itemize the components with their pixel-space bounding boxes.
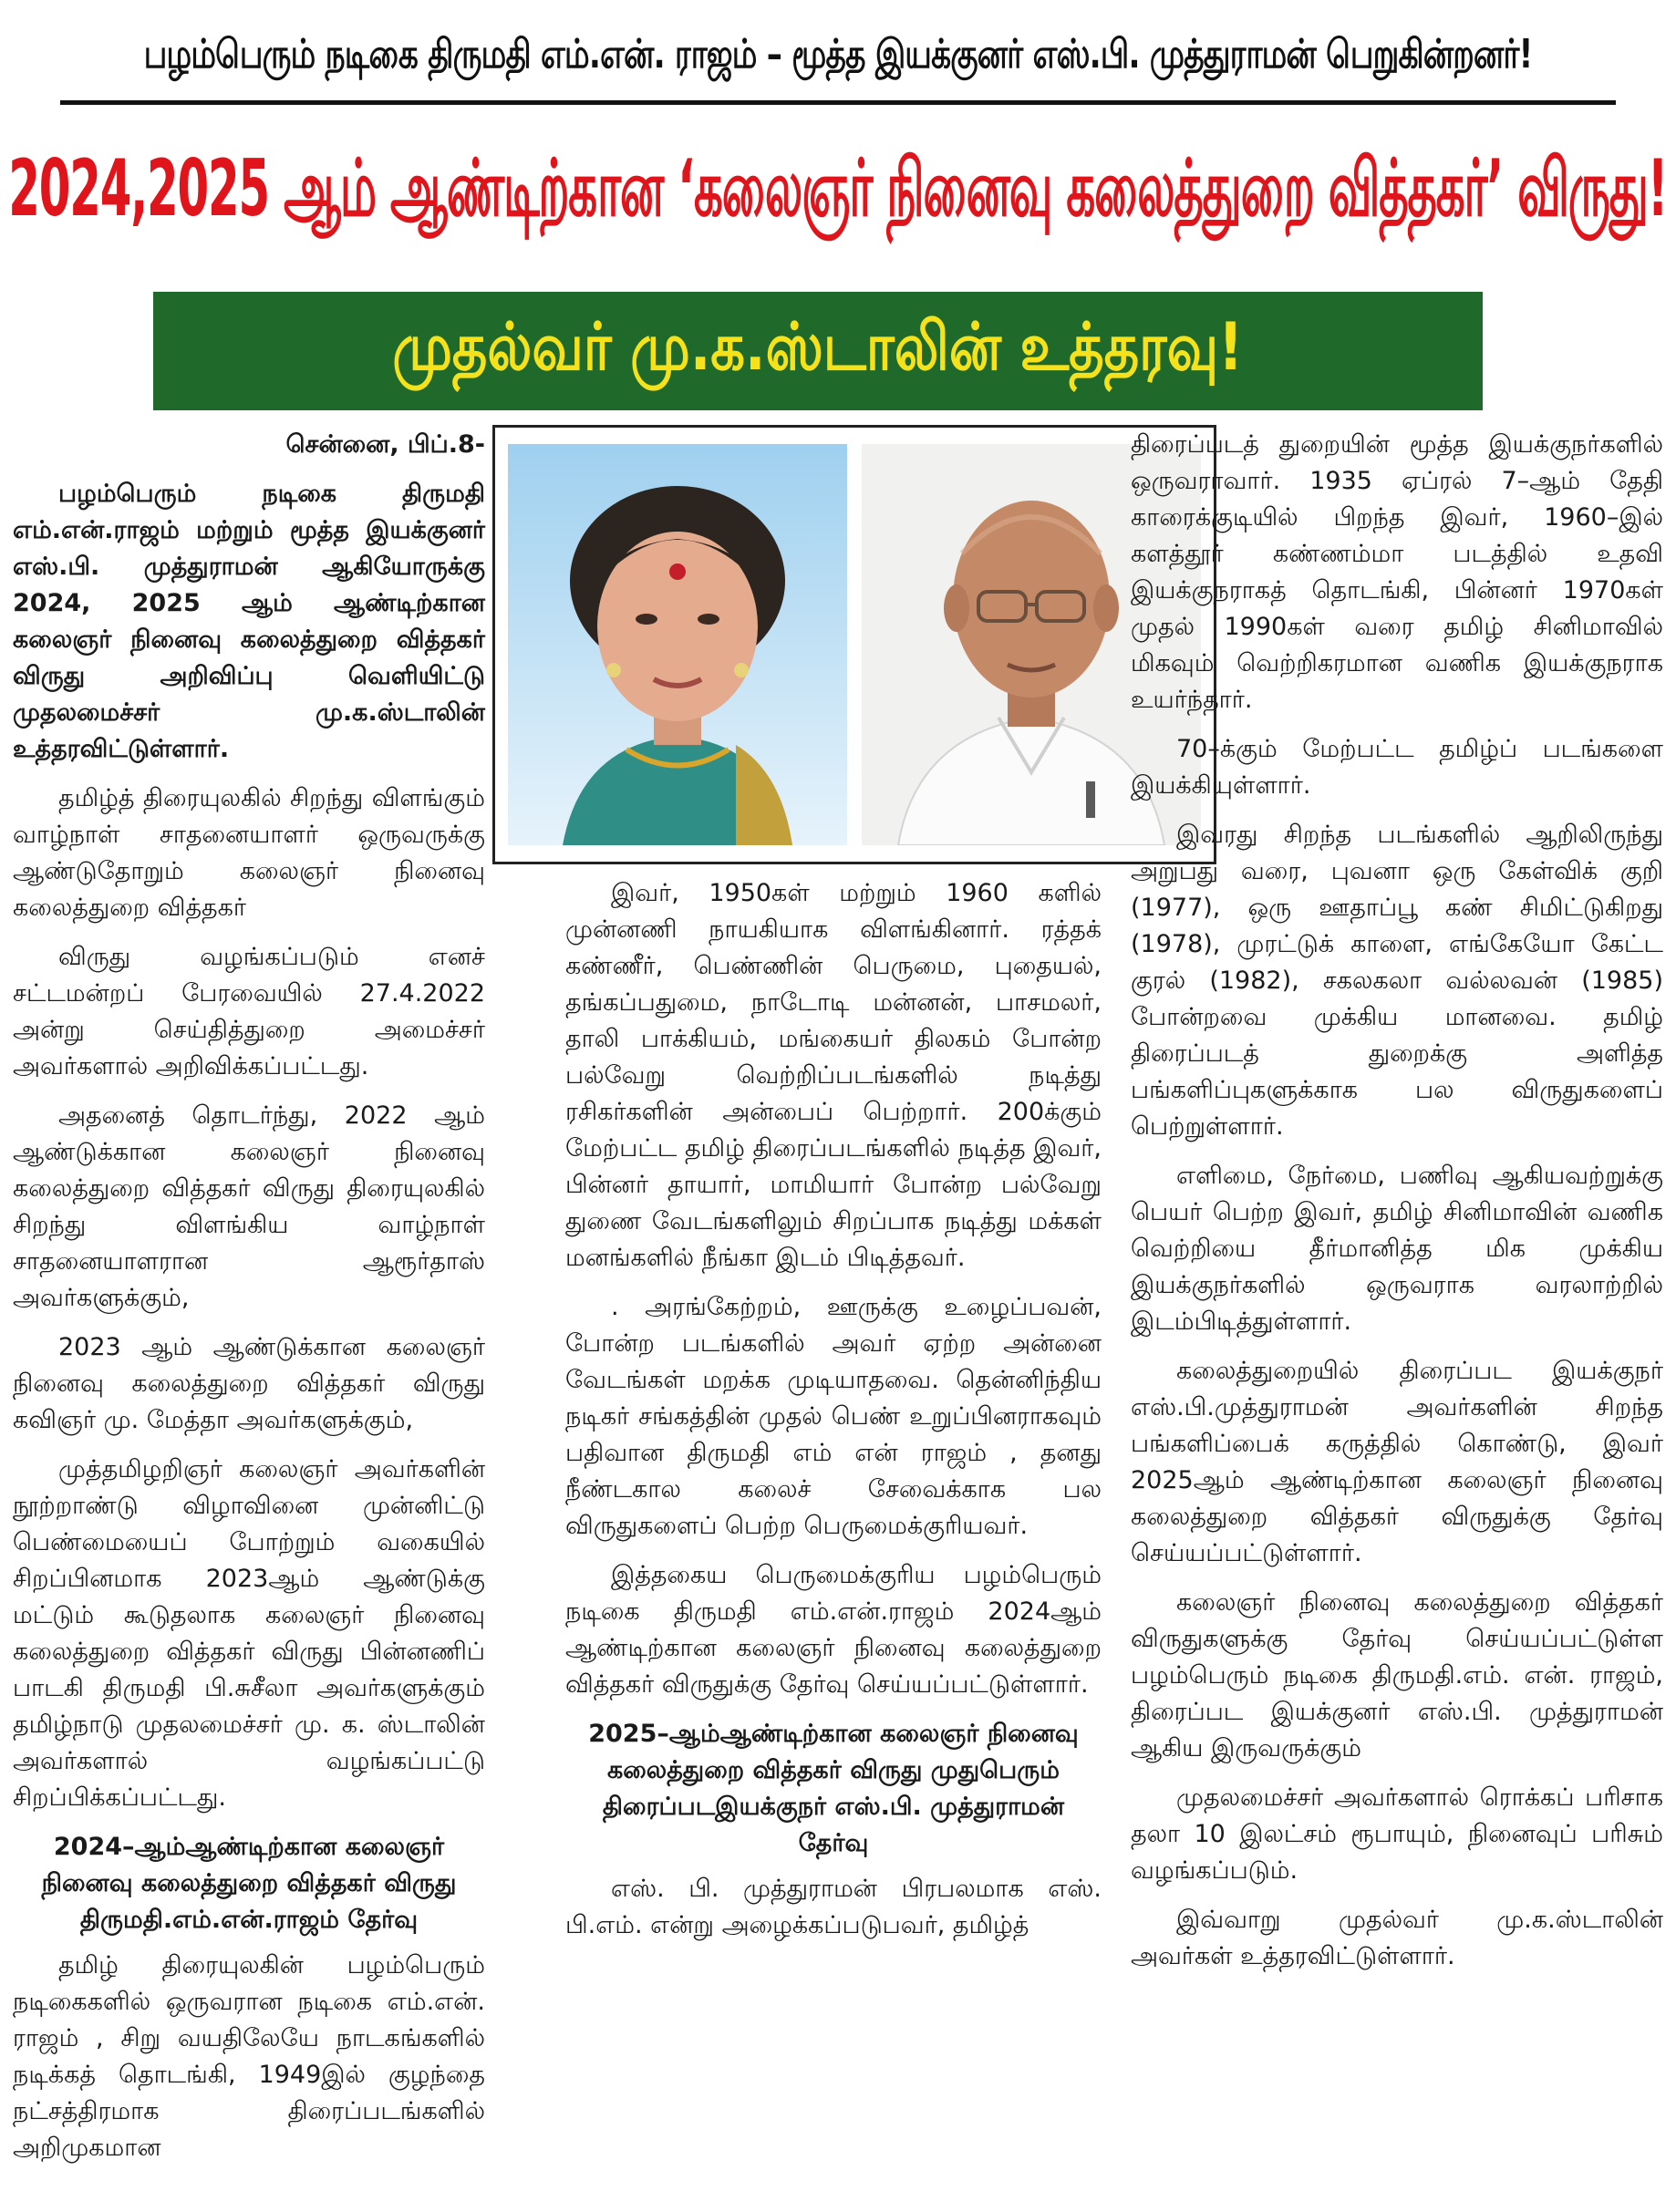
paragraph: திரைப்படத் துறையின் மூத்த இயக்குநர்களில் ஒருவராவார். 1935 ஏப்ரல் 7–ஆம் தேதி காரைக்குடியில் பிறந்த இவர், 1960–இல் களத்தூர் கண்ணம்மா படத்தில் உதவி இயக்குநராகத் தொடங்கி, பின்னர் 1970கள் முதல் 1990கள் வரை தமிழ் சினிமாவில் மிகவும் வெற்றிகரமான வணிக இயக்குநராக உயர்ந்தார். bbox=[1131, 430, 1663, 714]
paragraph: தமிழ்த் திரையுலகில் சிறந்து விளங்கும் வாழ்நாள் சாதனையாளர் ஒருவருக்கு ஆண்டுதோறும் கலைஞர் நினைவு கலைத்துறை வித்தகர் bbox=[13, 784, 485, 922]
paragraph: இவ்வாறு முதல்வர் மு.க.ஸ்டாலின் அவர்கள் உத்தரவிட்டுள்ளார். bbox=[1131, 1906, 1663, 1970]
article-column-2 bbox=[565, 875, 1102, 1957]
paragraph: கலைஞர் நினைவு கலைத்துறை வித்தகர் விருதுகளுக்கு தேர்வு செய்யப்பட்டுள்ள பழம்பெரும் நடிகை திருமதி.எம். என். ராஜம், திரைப்பட இயக்குனர் எஸ்.பி. முத்துராமன் ஆகிய இருவருக்கும் bbox=[1131, 1588, 1663, 1762]
paragraph: இத்தகைய பெருமைக்குரிய பழம்பெரும் நடிகை திருமதி எம்.என்.ராஜம் 2024ஆம் ஆண்டிற்கான கலைஞர் நினைவு கலைத்துறை வித்தகர் விருதுக்கு தேர்வு செய்யப்பட்டுள்ளார். bbox=[565, 1561, 1102, 1699]
paragraph: எஸ். பி. முத்துராமன் பிரபலமாக எஸ். பி.எம். என்று அழைக்கப்படுபவர், தமிழ்த் bbox=[565, 1875, 1102, 1939]
photo-frame bbox=[492, 425, 1216, 864]
paragraph: தமிழ் திரையுலகின் பழம்பெரும் நடிகைகளில் ஒருவரான நடிகை எம்.என். ராஜம் , சிறு வயதிலேயே நாடகங்களில் நடிக்கத் தொடங்கி, 1949இல் குழந்தை நட்சத்திரமாக திரைப்படங்களில் அறிமுகமான bbox=[13, 1951, 485, 2162]
main-headline bbox=[0, 120, 1676, 266]
paragraph: முத்தமிழறிஞர் கலைஞர் அவர்களின் நூற்றாண்டு விழாவினை முன்னிட்டு பெண்மையைப் போற்றும் வகையில் சிறப்பினமாக 2023ஆம் ஆண்டுக்கு மட்டும் கூடுதலாக கலைஞர் நினைவு கலைத்துறை வித்தகர் விருது பின்னணிப் பாடகி திருமதி பி.சுசீலா அவர்களுக்கும் தமிழ்நாடு முதலமைச்சர் மு. க. ஸ்டாலின் அவர்களால் வழங்கப்பட்டு சிறப்பிக்கப்பட்டது. bbox=[13, 1455, 485, 1812]
paragraph: இவர், 1950கள் மற்றும் 1960 களில் முன்னணி நாயகியாக விளங்கினார். ரத்தக் கண்ணீர், பெண்ணின் பெருமை, புதையல், தங்கப்பதுமை, நாடோடி மன்னன், பாசமலர், தாலி பாக்கியம், மங்கையர் திலகம் போன்ற பல்வேறு வெற்றிப்படங்களில் நடித்து ரசிகர்களின் அன்பைப் பெற்றார். 200க்கும் மேற்பட்ட தமிழ் திரைப்படங்களில் நடித்த இவர், பின்னர் தாயார், மாமியார் போன்ற பல்வேறு துணை வேடங்களிலும் சிறப்பாக நடித்து மக்கள் மனங்களில் நீங்கா இடம் பிடித்தவர். bbox=[565, 879, 1102, 1272]
article-column-3 bbox=[1131, 427, 1663, 1988]
subheading-2024: 2024–ஆம்ஆண்டிற்கான கலைஞர் நினைவு கலைத்துறை வித்தகர் விருது திருமதி.எம்.என்.ராஜம் தேர்வு bbox=[41, 1833, 457, 1934]
paragraph: எளிமை, நேர்மை, பணிவு ஆகியவற்றுக்கு பெயர் பெற்ற இவர், தமிழ் சினிமாவின் வணிக வெற்றியை தீர்மானித்த மிக முக்கிய இயக்குநர்களில் ஒருவராக வரலாற்றில் இடம்பிடித்துள்ளார். bbox=[1131, 1162, 1663, 1336]
main-headline-text: 2024,2025 ஆம் ஆண்டிற்கான ‘கலைஞர் நினைவு கலைத்துறை வித்தகர்’ விருது! bbox=[8, 142, 1668, 234]
lead-paragraph: பழம்பெரும் நடிகை திருமதி எம்.என்.ராஜம் மற்றும் மூத்த இயக்குனர் எஸ்.பி. முத்துராமன் ஆகியோருக்கு 2024, 2025 ஆம் ஆண்டிற்கான கலைஞர் நினைவு கலைத்துறை வித்தகர் விருது அறிவிப்பு வெளியிட்டு முதலமைச்சர் மு.க.ஸ்டாலின் உத்தரவிட்டுள்ளார். bbox=[13, 480, 485, 763]
paragraph: விருது வழங்கப்படும் எனச் சட்டமன்றப் பேரவையில் 27.4.2022 அன்று செய்தித்துறை அமைச்சர் அவர்களால் அறிவிக்கப்பட்டது. bbox=[13, 943, 485, 1080]
dateline: சென்னை, பிப்.8- bbox=[285, 430, 485, 459]
paragraph: இவரது சிறந்த படங்களில் ஆறிலிருந்து அறுபது வரை, புவனா ஒரு கேள்விக் குறி (1977), ஒரு ஊதாப்பூ கண் சிமிட்டுகிறது (1978), முரட்டுக் காளை, எங்கேயோ கேட்ட குரல் (1982), சகலகலா வல்லவன் (1985) போன்றவை முக்கிய மானவை. தமிழ் திரைப்படத் துறைக்கு அளித்த பங்களிப்புகளுக்காக பல விருதுகளைப் பெற்றுள்ளார். bbox=[1131, 821, 1663, 1141]
banner-bar bbox=[153, 292, 1483, 410]
paragraph: கலைத்துறையில் திரைப்பட இயக்குநர் எஸ்.பி.முத்துராமன் அவர்களின் சிறந்த பங்களிப்பைக் கருத்தில் கொண்டு, இவர் 2025ஆம் ஆண்டிற்கான கலைஞர் நினைவு கலைத்துறை வித்தகர் விருதுக்கு தேர்வு செய்யப்பட்டுள்ளார். bbox=[1131, 1357, 1663, 1567]
article-column-1 bbox=[13, 427, 485, 2179]
paragraph: முதலமைச்சர் அவர்களால் ரொக்கப் பரிசாக தலா 10 இலட்சம் ரூபாயும், நினைவுப் பரிசும் வழங்கப்படும். bbox=[1131, 1783, 1663, 1885]
paragraph: 2023 ஆம் ஆண்டுக்கான கலைஞர் நினைவு கலைத்துறை வித்தகர் விருது கவிஞர் மு. மேத்தா அவர்களுக்கும், bbox=[13, 1333, 485, 1434]
top-kicker-text: பழம்பெரும் நடிகை திருமதி எம்.என். ராஜம் – மூத்த இயக்குனர் எஸ்.பி. முத்துராமன் பெறுகின்றனர்! bbox=[143, 30, 1533, 78]
banner-text: முதல்வர் மு.க.ஸ்டாலின் உத்தரவு! bbox=[392, 308, 1244, 385]
paragraph: அதனைத் தொடர்ந்து, 2022 ஆம் ஆண்டுக்கான கலைஞர் நினைவு கலைத்துறை வித்தகர் விருது திரையுலகில் சிறந்து விளங்கிய வாழ்நாள் சாதனையாளரான ஆரூர்தாஸ் அவர்களுக்கும், bbox=[13, 1101, 485, 1312]
paragraph: 70–க்கும் மேற்பட்ட தமிழ்ப் படங்களை இயக்கியுள்ளார். bbox=[1131, 735, 1663, 800]
woman-portrait-icon bbox=[508, 444, 847, 845]
subheading-2025: 2025–ஆம்ஆண்டிற்கான கலைஞர் நினைவு கலைத்துறை வித்தகர் விருது முதுபெரும் திரைப்படஇயக்குநர் எஸ்.பி. முத்துராமன் தேர்வு bbox=[588, 1720, 1079, 1857]
top-kicker-line bbox=[60, 13, 1616, 105]
woman-portrait-photo bbox=[508, 444, 847, 845]
paragraph: . அரங்கேற்றம், ஊருக்கு உழைப்பவன், போன்ற படங்களில் அவர் ஏற்ற அன்னை வேடங்கள் மறக்க முடியாதவை. தென்னிந்திய நடிகர் சங்கத்தின் முதல் பெண் உறுப்பினராகவும் பதிவான திருமதி எம் என் ராஜம் , தனது நீண்டகால கலைச் சேவைக்காக பல விருதுகளைப் பெற்ற பெருமைக்குரியவர். bbox=[565, 1293, 1102, 1540]
